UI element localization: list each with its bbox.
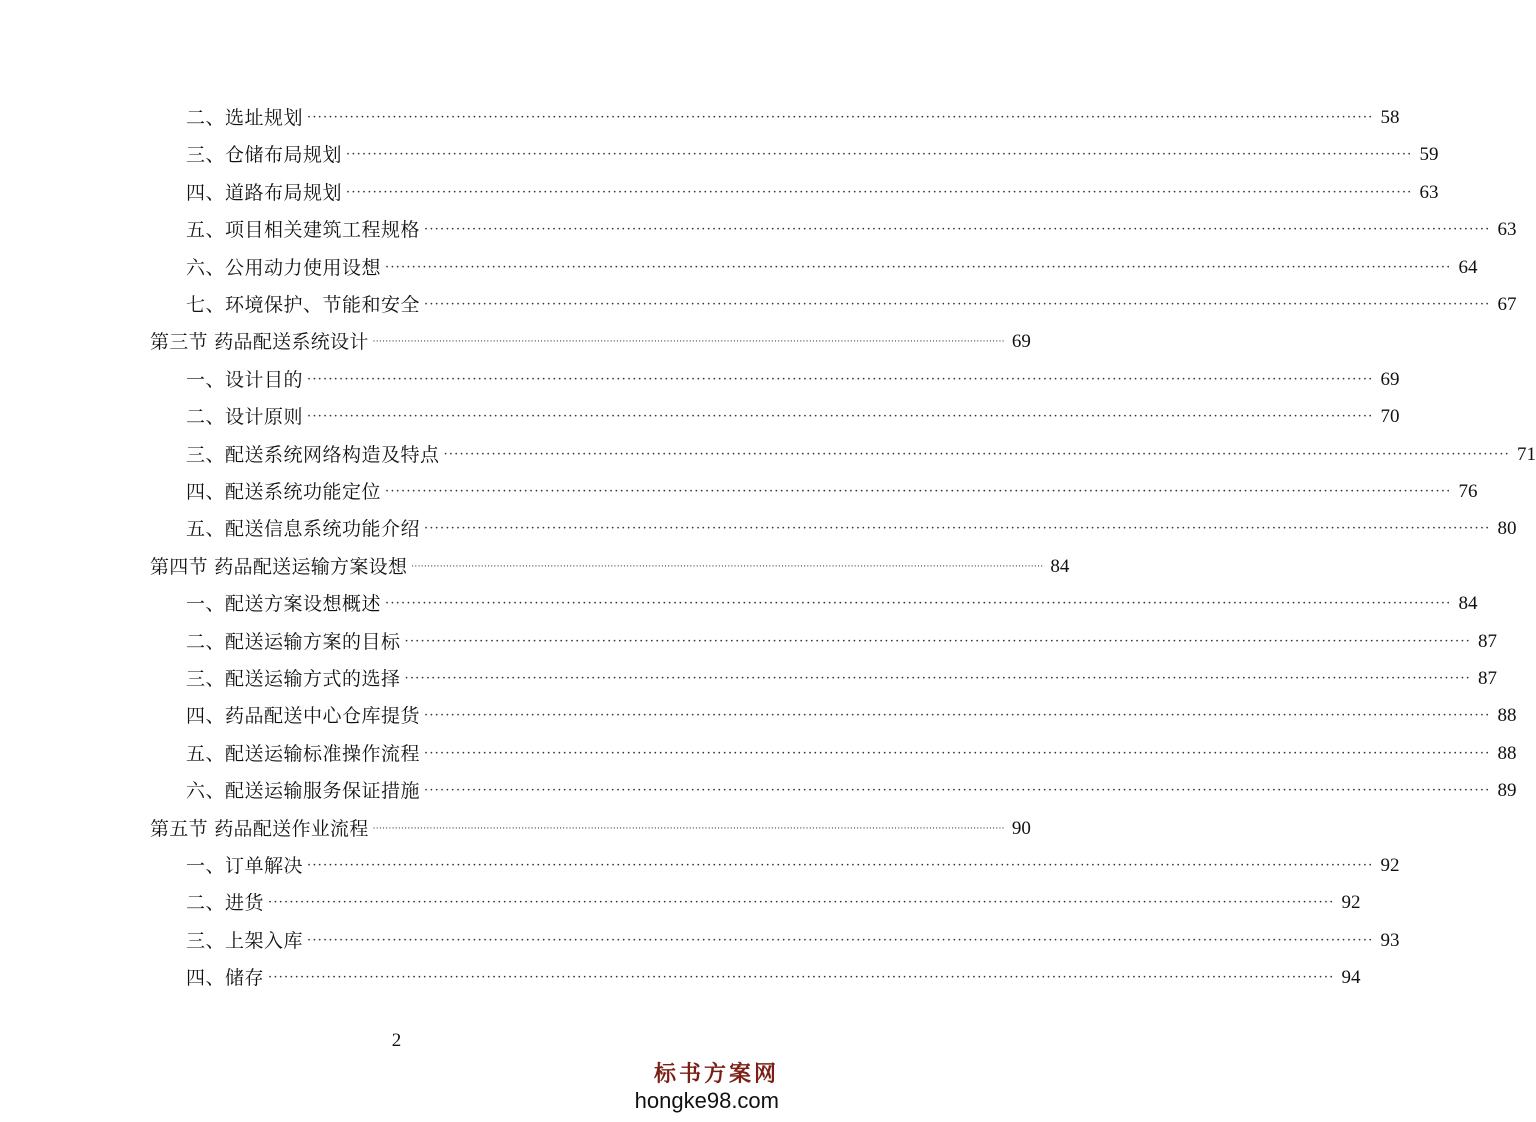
toc-dot-leader: ········································································································································································································ <box>346 147 1413 163</box>
toc-dot-leader: ········································································································································································································ <box>424 521 1491 537</box>
toc-dot-leader: ········································································································································································································ <box>307 371 1374 387</box>
toc-entry <box>186 923 1400 953</box>
toc-dot-leader: ········································································································································································································ <box>268 970 1335 986</box>
toc-entry <box>186 736 1517 766</box>
toc-entry-page: 92 <box>1341 892 1361 914</box>
toc-entry-title: 四、道路布局规划 <box>186 181 343 204</box>
watermark <box>635 1060 779 1114</box>
toc-entry-page: 64 <box>1458 256 1478 278</box>
toc-entry-page: 88 <box>1497 742 1517 764</box>
toc-entry <box>186 100 1400 130</box>
toc-entry <box>186 624 1497 654</box>
toc-entry-title: 四、储存 <box>186 967 265 990</box>
toc-section-entry <box>150 324 1031 354</box>
toc-entry-title: 三、仓储布局规划 <box>186 144 343 167</box>
toc-entry-page: 76 <box>1458 481 1478 502</box>
toc-entry-title: 二、设计原则 <box>186 406 304 429</box>
toc-entry-page: 69 <box>1011 331 1031 353</box>
toc-entry-page: 67 <box>1497 294 1517 315</box>
toc-entry <box>186 212 1517 242</box>
toc-dot-leader: ········································································································································································································ <box>411 561 1044 572</box>
toc-entry-page: 58 <box>1380 107 1400 128</box>
toc-entry-page: 92 <box>1380 855 1400 876</box>
toc-entry-page: 88 <box>1497 705 1517 727</box>
toc-entry <box>186 250 1478 280</box>
toc-entry-page: 71 <box>1516 443 1536 465</box>
toc-entry-page: 87 <box>1477 668 1497 689</box>
toc-entry-page: 63 <box>1497 219 1517 241</box>
toc-dot-leader: ········································································································································································································ <box>424 708 1491 724</box>
toc-entry <box>186 698 1517 728</box>
toc-entry-title: 三、配送运输方式的选择 <box>186 668 401 690</box>
toc-dot-leader: ········································································································································································································ <box>346 184 1413 200</box>
toc-entry-page: 84 <box>1458 593 1478 615</box>
toc-entry <box>186 586 1478 616</box>
toc-entry-page: 70 <box>1380 406 1400 428</box>
toc-entry <box>186 137 1439 167</box>
toc-entry-title: 第四节 药品配送运输方案设想 <box>150 555 408 578</box>
toc-dot-leader: ········································································································································································································ <box>424 222 1491 238</box>
toc-dot-leader: ········································································································································································································ <box>424 745 1491 761</box>
toc-entry-title: 三、上架入库 <box>186 929 304 952</box>
toc-entry-title: 一、配送方案设想概述 <box>186 593 382 616</box>
toc-entry-page: 84 <box>1050 555 1070 577</box>
toc-entry <box>186 175 1439 205</box>
toc-entry <box>186 474 1478 504</box>
toc-entry <box>186 399 1400 429</box>
toc-dot-leader: ········································································································································································································ <box>307 932 1374 948</box>
toc-dot-leader: ········································································································································································································ <box>268 895 1335 911</box>
toc-entry <box>186 287 1517 317</box>
toc-entry-page: 87 <box>1477 630 1497 652</box>
toc-entry-title: 三、配送系统网络构造及特点 <box>186 443 440 466</box>
toc-entry <box>186 960 1361 990</box>
toc-entry-title: 四、配送系统功能定位 <box>186 481 382 503</box>
toc-entry <box>186 437 1536 467</box>
toc-entry-title: 五、配送运输标准操作流程 <box>186 742 421 765</box>
toc-dot-leader: ········································································································································································································ <box>404 671 1471 686</box>
toc-dot-leader: ········································································································································································································ <box>307 858 1374 873</box>
toc-entry-page: 63 <box>1419 181 1439 203</box>
watermark-url: hongke98.com <box>634 1088 779 1113</box>
toc-entry-title: 二、配送运输方案的目标 <box>186 630 401 653</box>
toc-entry-title: 六、配送运输服务保证措施 <box>186 780 421 803</box>
toc-entry <box>186 511 1517 541</box>
toc-dot-leader: ········································································································································································································ <box>385 596 1452 612</box>
toc-entry <box>186 362 1400 392</box>
toc-entry-page: 89 <box>1497 780 1517 802</box>
toc-entry-page: 90 <box>1011 817 1031 839</box>
toc-dot-leader: ········································································································································································································ <box>307 110 1374 125</box>
toc-entry-page: 69 <box>1380 368 1400 390</box>
toc-section-entry <box>150 549 1070 579</box>
toc-dot-leader: ········································································································································································································ <box>372 337 1005 348</box>
toc-entry <box>186 848 1400 878</box>
toc-entry-title: 五、项目相关建筑工程规格 <box>186 219 421 242</box>
toc-entry <box>186 885 1361 915</box>
toc-entry <box>186 661 1497 691</box>
toc-dot-leader: ········································································································································································································ <box>372 823 1005 834</box>
toc-entry-title: 二、进货 <box>186 892 265 915</box>
toc-entry <box>186 773 1517 803</box>
toc-entry-title: 七、环境保护、节能和安全 <box>186 294 421 316</box>
toc-dot-leader: ········································································································································································································ <box>385 259 1452 275</box>
toc-entry-page: 59 <box>1419 144 1439 166</box>
toc-entry-page: 93 <box>1380 929 1400 951</box>
toc-entry-title: 四、药品配送中心仓库提货 <box>186 705 421 728</box>
toc-entry-page: 80 <box>1497 518 1517 540</box>
toc-dot-leader: ········································································································································································································ <box>424 783 1491 799</box>
toc-dot-leader: ········································································································································································································ <box>424 297 1491 312</box>
toc-section-entry <box>150 811 1031 841</box>
toc-entry-page: 94 <box>1341 967 1361 989</box>
page-number: 2 <box>391 1030 402 1051</box>
toc-dot-leader: ········································································································································································································ <box>307 409 1374 425</box>
toc-entry-title: 第五节 药品配送作业流程 <box>150 817 369 840</box>
toc-entry-title: 一、设计目的 <box>186 368 304 391</box>
toc-dot-leader: ········································································································································································································ <box>443 446 1510 462</box>
toc-entry-title: 一、订单解决 <box>186 855 304 877</box>
toc-entry-title: 二、选址规划 <box>186 107 304 129</box>
toc-dot-leader: ········································································································································································································ <box>404 633 1471 649</box>
watermark-brand: 标书方案网 <box>653 1061 779 1087</box>
toc-dot-leader: ········································································································································································································ <box>385 484 1452 499</box>
toc-entry-title: 五、配送信息系统功能介绍 <box>186 518 421 541</box>
toc-entry-title: 六、公用动力使用设想 <box>186 256 382 279</box>
toc-entry-title: 第三节 药品配送系统设计 <box>150 331 369 354</box>
